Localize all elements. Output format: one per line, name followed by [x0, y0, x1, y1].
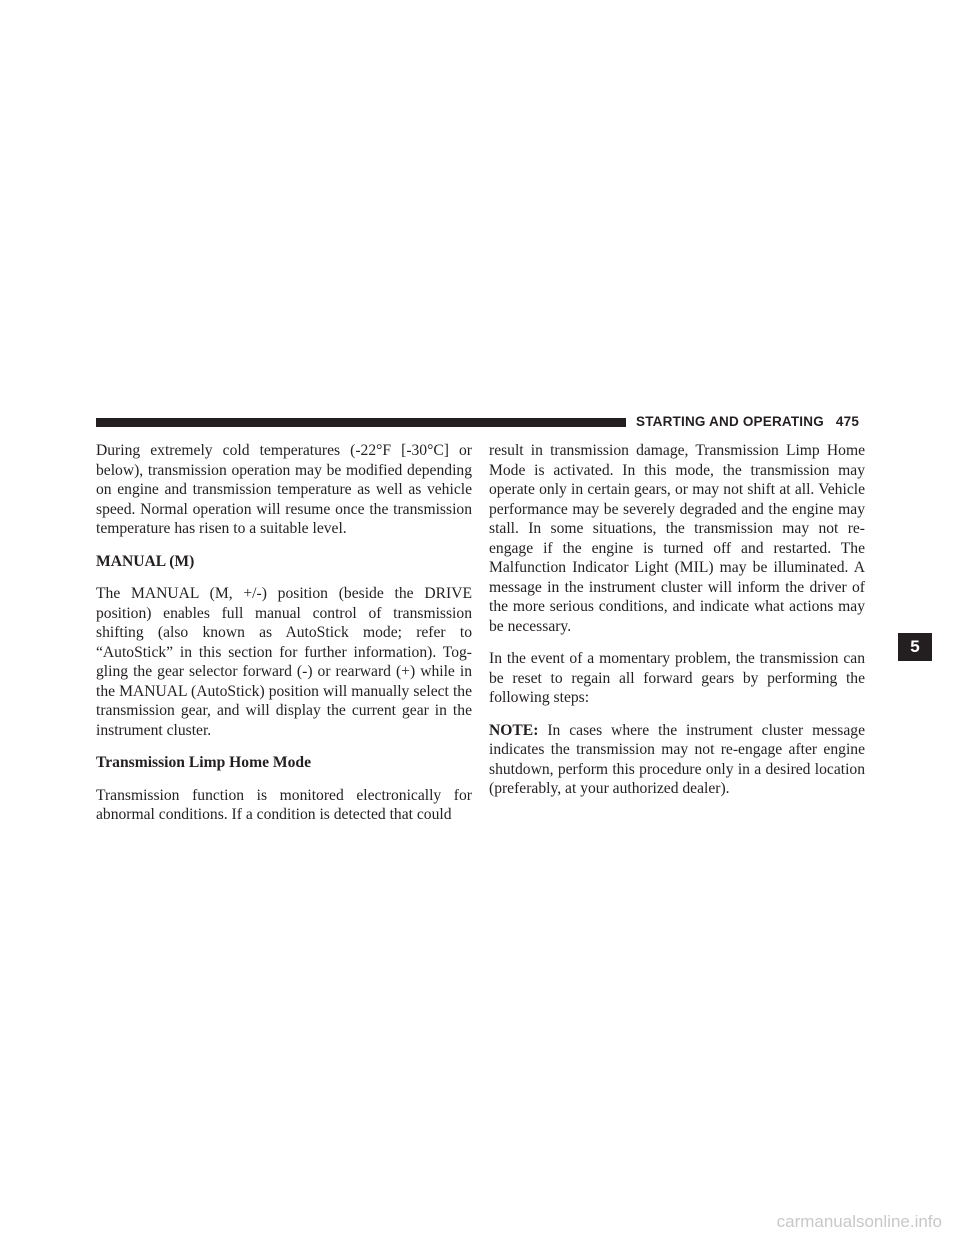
paragraph-reset-steps: In the event of a momentary problem, the transmission can be reset to regain all forward gears by performing the following steps:	[489, 650, 865, 706]
note-label: NOTE:	[489, 721, 539, 739]
left-column	[96, 441, 472, 838]
paragraph-limp-home-details: result in transmission damage, Transmission Limp Home Mode is activated. In this mode, the transmission may operate only in certain gears, or may not shift at all. Vehicle performance may be severely degraded and the engine may stall. In some situations, the transmission may not re-engage if the engine is turned off and restarted. The Malfunction Indicator Light (MIL) may be illuminated. A message in the instrument cluster will inform the driver of the more serious conditions, and indicate what actions may be necessary.	[489, 442, 865, 635]
page-number: 475	[835, 414, 860, 429]
paragraph-manual-position: The MANUAL (M, +/-) position (beside the DRIVE position) enables full manual control of transmission shifting (also known as AutoStick mode; refer to “AutoStick” in this section for further information). Toggling the gear selector forward (-) or rearward (+) while in the MANUAL (AutoStick) position will manually select the transmission gear, and will display the current gear in the instrument cluster.	[96, 585, 472, 739]
watermark: carmanualsonline.info	[776, 1212, 942, 1231]
note-text: In cases where the instrument cluster message indicates the transmission may not re-engage after engine shutdown, perform this procedure only in a desired location (preferably, at your authorized dealer).	[489, 721, 865, 797]
paragraph-limp-home-intro: Transmission function is monitored electronically for abnormal conditions. If a condition is detected that could	[96, 786, 472, 823]
right-column	[489, 441, 865, 812]
chapter-tab: 5	[898, 633, 932, 661]
heading-limp-home-mode: Transmission Limp Home Mode	[96, 754, 311, 771]
paragraph-cold-temperatures: During extremely cold temperatures (-22°F [-30°C] or below), transmission operation may be modified depending on engine and transmission temperature as well as vehicle speed. Normal operation will resume once the transmission temperature has risen to a suitable level.	[96, 442, 472, 537]
section-title: STARTING AND OPERATING	[636, 414, 824, 429]
heading-manual: MANUAL (M)	[96, 552, 195, 570]
header-rule	[96, 418, 626, 427]
running-header	[636, 412, 859, 432]
note-paragraph	[489, 721, 865, 799]
